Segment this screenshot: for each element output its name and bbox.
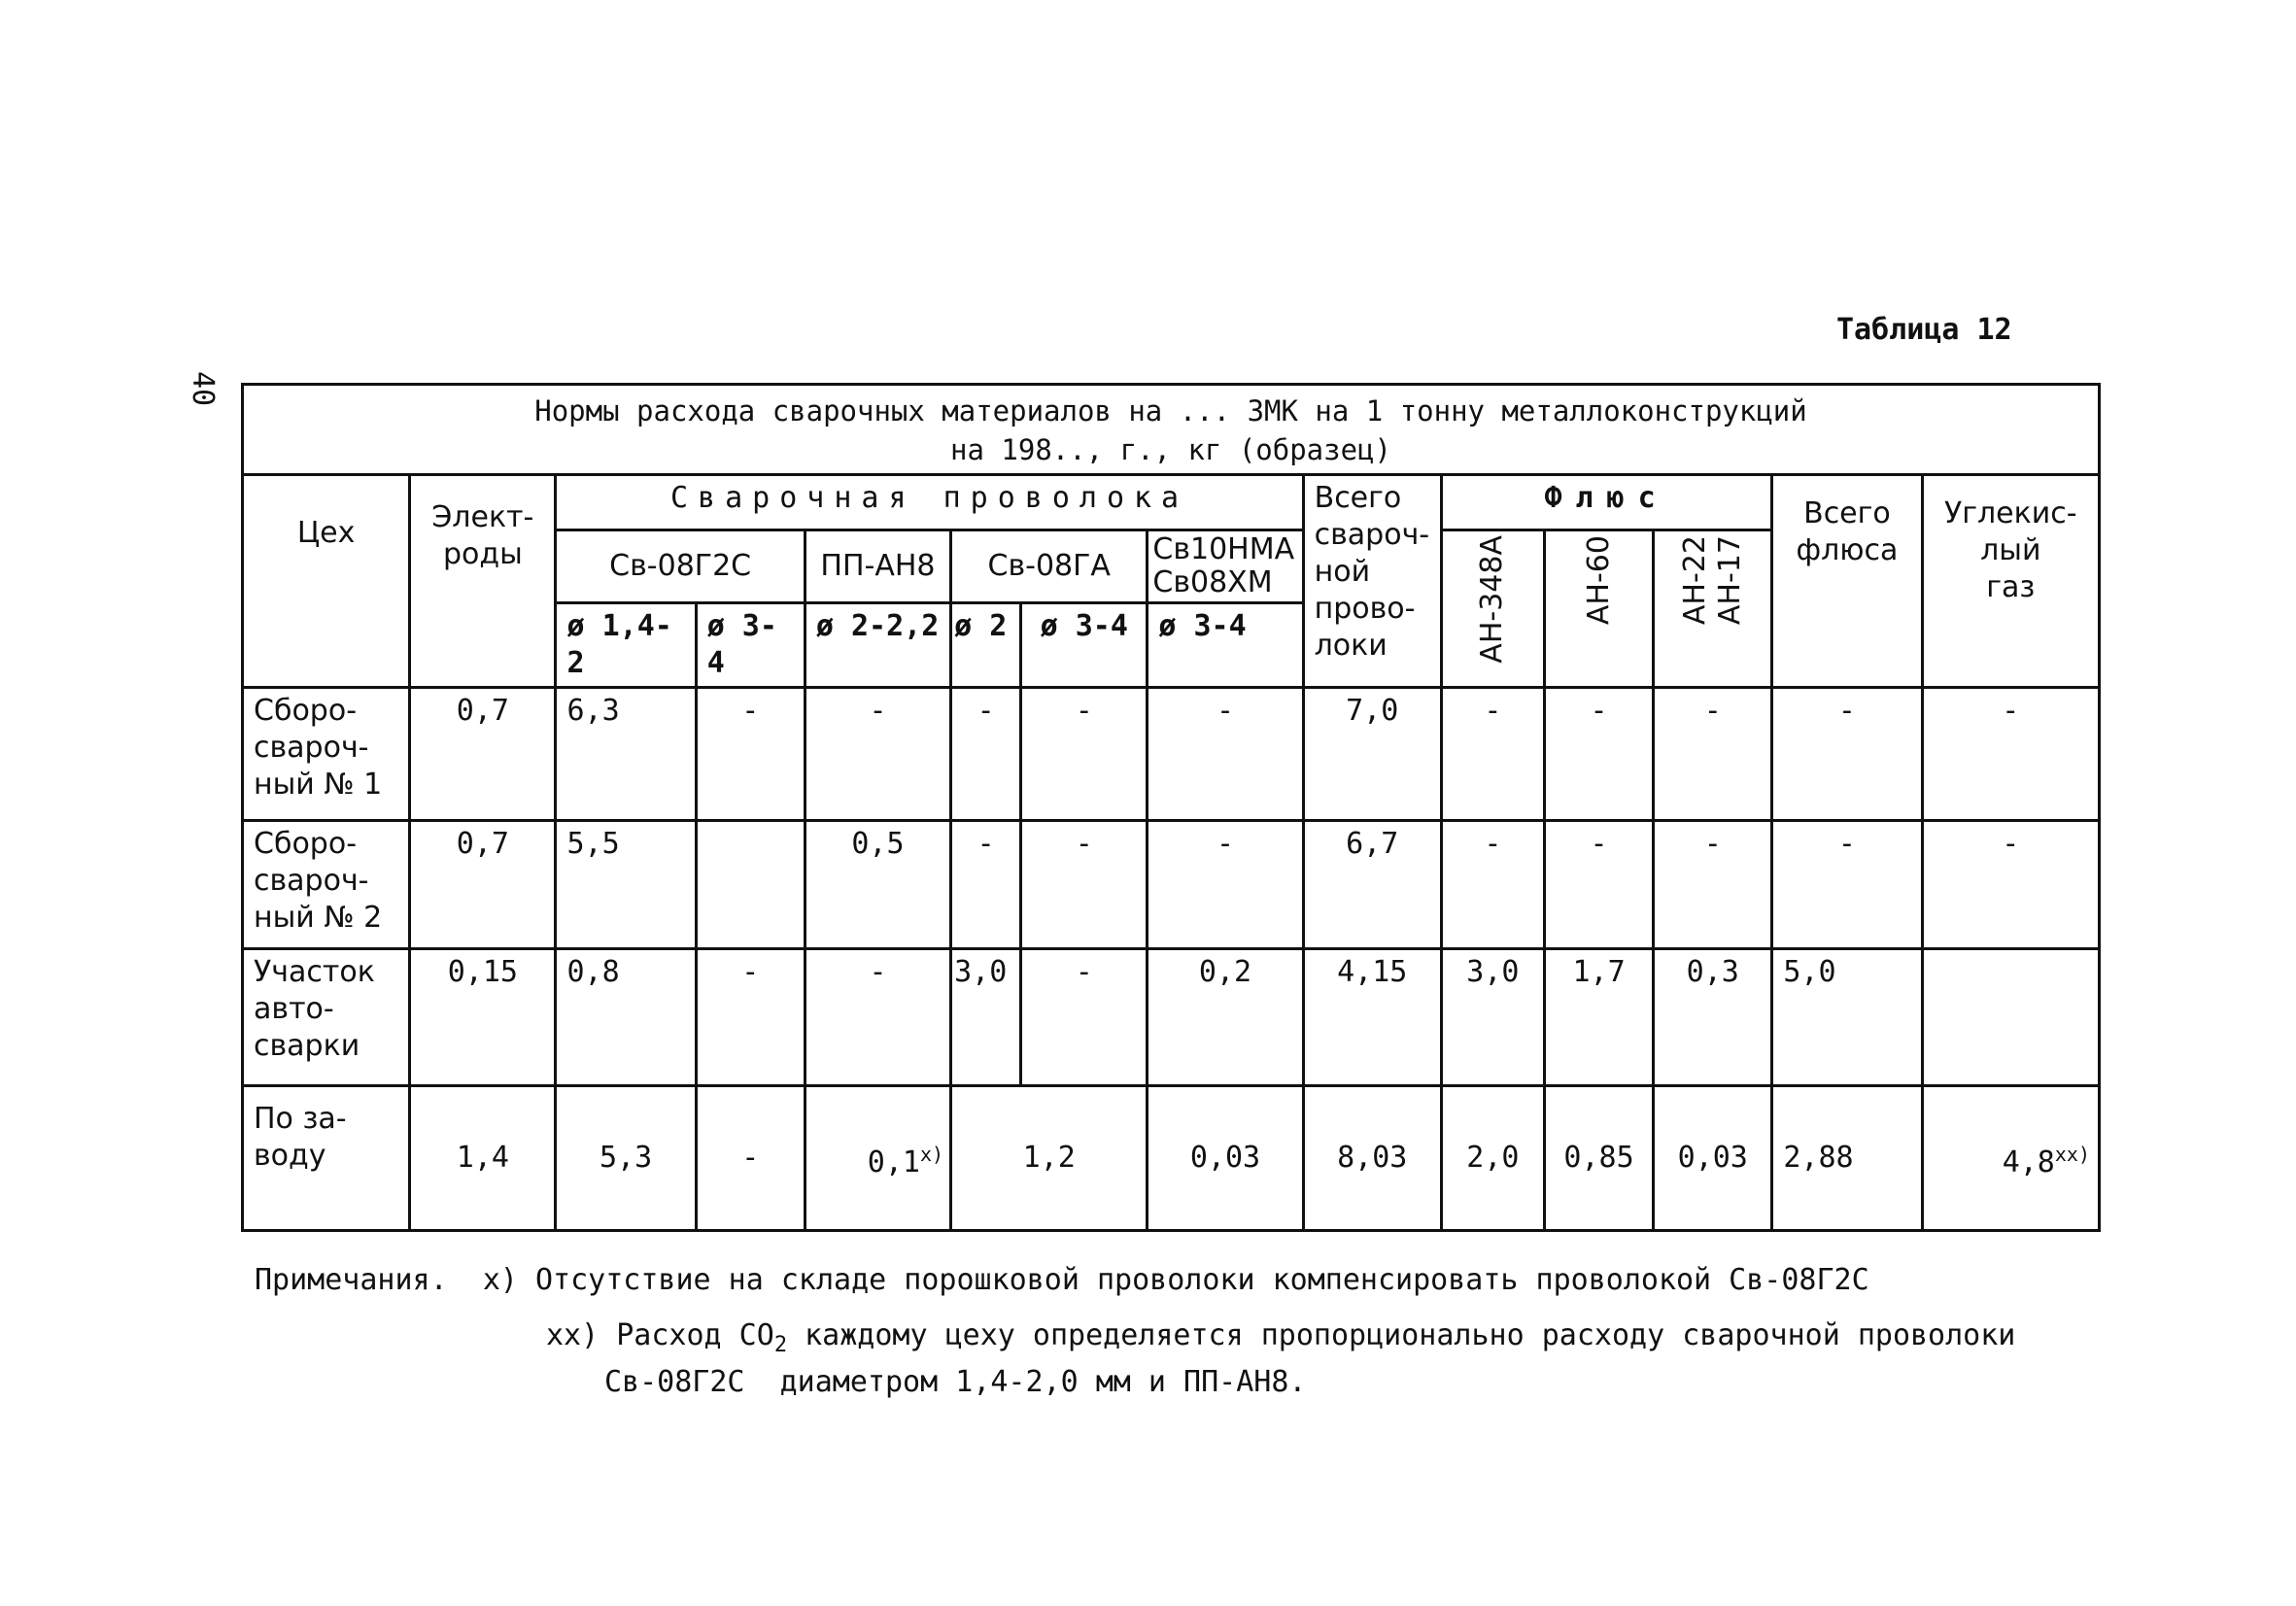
header-flux: Флюс	[1441, 475, 1772, 530]
total-flux: 2,88	[1772, 1086, 1922, 1231]
cell: -	[1654, 688, 1772, 820]
header-wire-pp-an8: ПП-АН8	[805, 530, 950, 602]
header-diameter-5: ø 3-4	[1021, 602, 1148, 687]
total-wire: 8,03	[1303, 1086, 1441, 1231]
total-co2: 4,8$^{xx)}$	[1922, 1086, 2099, 1231]
footnote-mark-xx: xx)	[2054, 1142, 2090, 1166]
cell: -	[1441, 820, 1544, 948]
cell: 0,7	[410, 820, 556, 948]
cell: 0,2	[1148, 948, 1303, 1085]
total-an22: 0,03	[1654, 1086, 1772, 1231]
cell: -	[1772, 688, 1922, 820]
total-sv10nma: 0,03	[1148, 1086, 1303, 1231]
total-electrodes: 1,4	[410, 1086, 556, 1231]
table-row	[243, 688, 2100, 820]
cell: -	[805, 948, 950, 1085]
total-sv08g2s-large: -	[696, 1086, 805, 1231]
note-1-text: Отсутствие на складе порошковой проволоки компенсировать проволокой Св-08Г2С	[535, 1263, 1869, 1297]
cell: -	[1654, 820, 1772, 948]
cell: 0,3	[1654, 948, 1772, 1085]
header-diameter-4: ø 2	[951, 602, 1021, 687]
note-2-text-b: каждому цеху определяется пропорционально расходу сварочной проволоки	[787, 1318, 2016, 1352]
cell: 3,0	[951, 948, 1021, 1085]
table-label: Таблица 12	[1836, 313, 2012, 347]
header-diameter-6: ø 3-4	[1148, 602, 1303, 687]
header-welding-wire: Сварочная проволока	[556, 475, 1303, 530]
cell: -	[1544, 688, 1653, 820]
cell: -	[1148, 820, 1303, 948]
cell: -	[951, 688, 1021, 820]
note-2-mark: xx)	[546, 1318, 600, 1352]
header-co2: Углекис- лый газ	[1922, 475, 2099, 688]
cell: -	[696, 688, 805, 820]
total-sv08g2s-small: 5,3	[556, 1086, 696, 1231]
header-diameter-3: ø 2-2,2	[805, 602, 950, 687]
table-title-line1: Нормы расхода сварочных материалов на ... ЗМК на 1 тонну металлоконструкций	[534, 394, 1807, 427]
total-an348a: 2,0	[1441, 1086, 1544, 1231]
cell: 5,0	[1772, 948, 1922, 1085]
table-title-line2: на 198.., г., кг (образец)	[950, 433, 1391, 466]
cell: 0,8	[556, 948, 696, 1085]
table-row	[243, 948, 2100, 1085]
header-total-flux: Всего флюса	[1772, 475, 1922, 688]
cell: 7,0	[1303, 688, 1441, 820]
cell: 0,5	[805, 820, 950, 948]
cell: 0,15	[410, 948, 556, 1085]
cell	[696, 820, 805, 948]
cell: 6,3	[556, 688, 696, 820]
cell: -	[1148, 688, 1303, 820]
cell: -	[1441, 688, 1544, 820]
cell: -	[1922, 820, 2099, 948]
cell: 5,5	[556, 820, 696, 948]
total-an60: 0,85	[1544, 1086, 1653, 1231]
header-total-wire: Всего свароч- ной прово- локи	[1303, 475, 1441, 688]
footnote-mark-x: x)	[919, 1142, 944, 1166]
row-shop-1: Сборо- свароч- ный № 1	[243, 688, 410, 820]
total-sv08ga: 1,2	[951, 1086, 1148, 1231]
cell: -	[1021, 820, 1148, 948]
cell: 6,7	[1303, 820, 1441, 948]
cell	[1922, 948, 2099, 1085]
note-2-text-a: Расход СО	[616, 1318, 774, 1352]
table-title	[243, 385, 2100, 475]
header-flux-an22: АН-22 АН-17	[1654, 530, 1772, 688]
note-2-line2: Св-08Г2С диаметром 1,4-2,0 мм и ПП-АН8.	[604, 1365, 1307, 1399]
cell: 3,0	[1441, 948, 1544, 1085]
page-number: 40	[186, 371, 220, 407]
note-1-mark: x)	[482, 1263, 518, 1297]
note-1	[255, 1253, 2015, 1308]
notes-label: Примечания.	[255, 1263, 448, 1297]
cell: -	[951, 820, 1021, 948]
cell: -	[1772, 820, 1922, 948]
norms-table	[241, 383, 2101, 1232]
cell: 0,7	[410, 688, 556, 820]
header-wire-sv08ga: Св-08ГА	[951, 530, 1148, 602]
cell: -	[805, 688, 950, 820]
total-row	[243, 1086, 2100, 1231]
cell: -	[1021, 948, 1148, 1085]
header-diameter-2: ø 3-4	[696, 602, 805, 687]
total-pp-an8: 0,1$^{x)}$	[805, 1086, 950, 1231]
cell: -	[1544, 820, 1653, 948]
header-flux-an60: АН-60	[1544, 530, 1653, 688]
row-shop-2: Сборо- свароч- ный № 2	[243, 820, 410, 948]
header-flux-an348a: АН-348А	[1441, 530, 1544, 688]
header-electrodes: Элект- роды	[410, 475, 556, 688]
header-shop: Цех	[243, 475, 410, 688]
note-2	[255, 1317, 2015, 1364]
total-row-label: По за- воду	[243, 1086, 410, 1231]
cell: -	[696, 948, 805, 1085]
cell: 1,7	[1544, 948, 1653, 1085]
table-row	[243, 820, 2100, 948]
cell: -	[1922, 688, 2099, 820]
note-2-sub: 2	[773, 1333, 788, 1357]
cell: -	[1021, 688, 1148, 820]
notes	[255, 1253, 2015, 1401]
row-shop-3: Участок авто- сварки	[243, 948, 410, 1085]
header-wire-sv10nma: Св10НМА Св08ХМ	[1148, 530, 1303, 602]
cell: 4,15	[1303, 948, 1441, 1085]
header-diameter-1: ø 1,4-2	[556, 602, 696, 687]
header-wire-sv08g2s: Св-08Г2С	[556, 530, 805, 602]
